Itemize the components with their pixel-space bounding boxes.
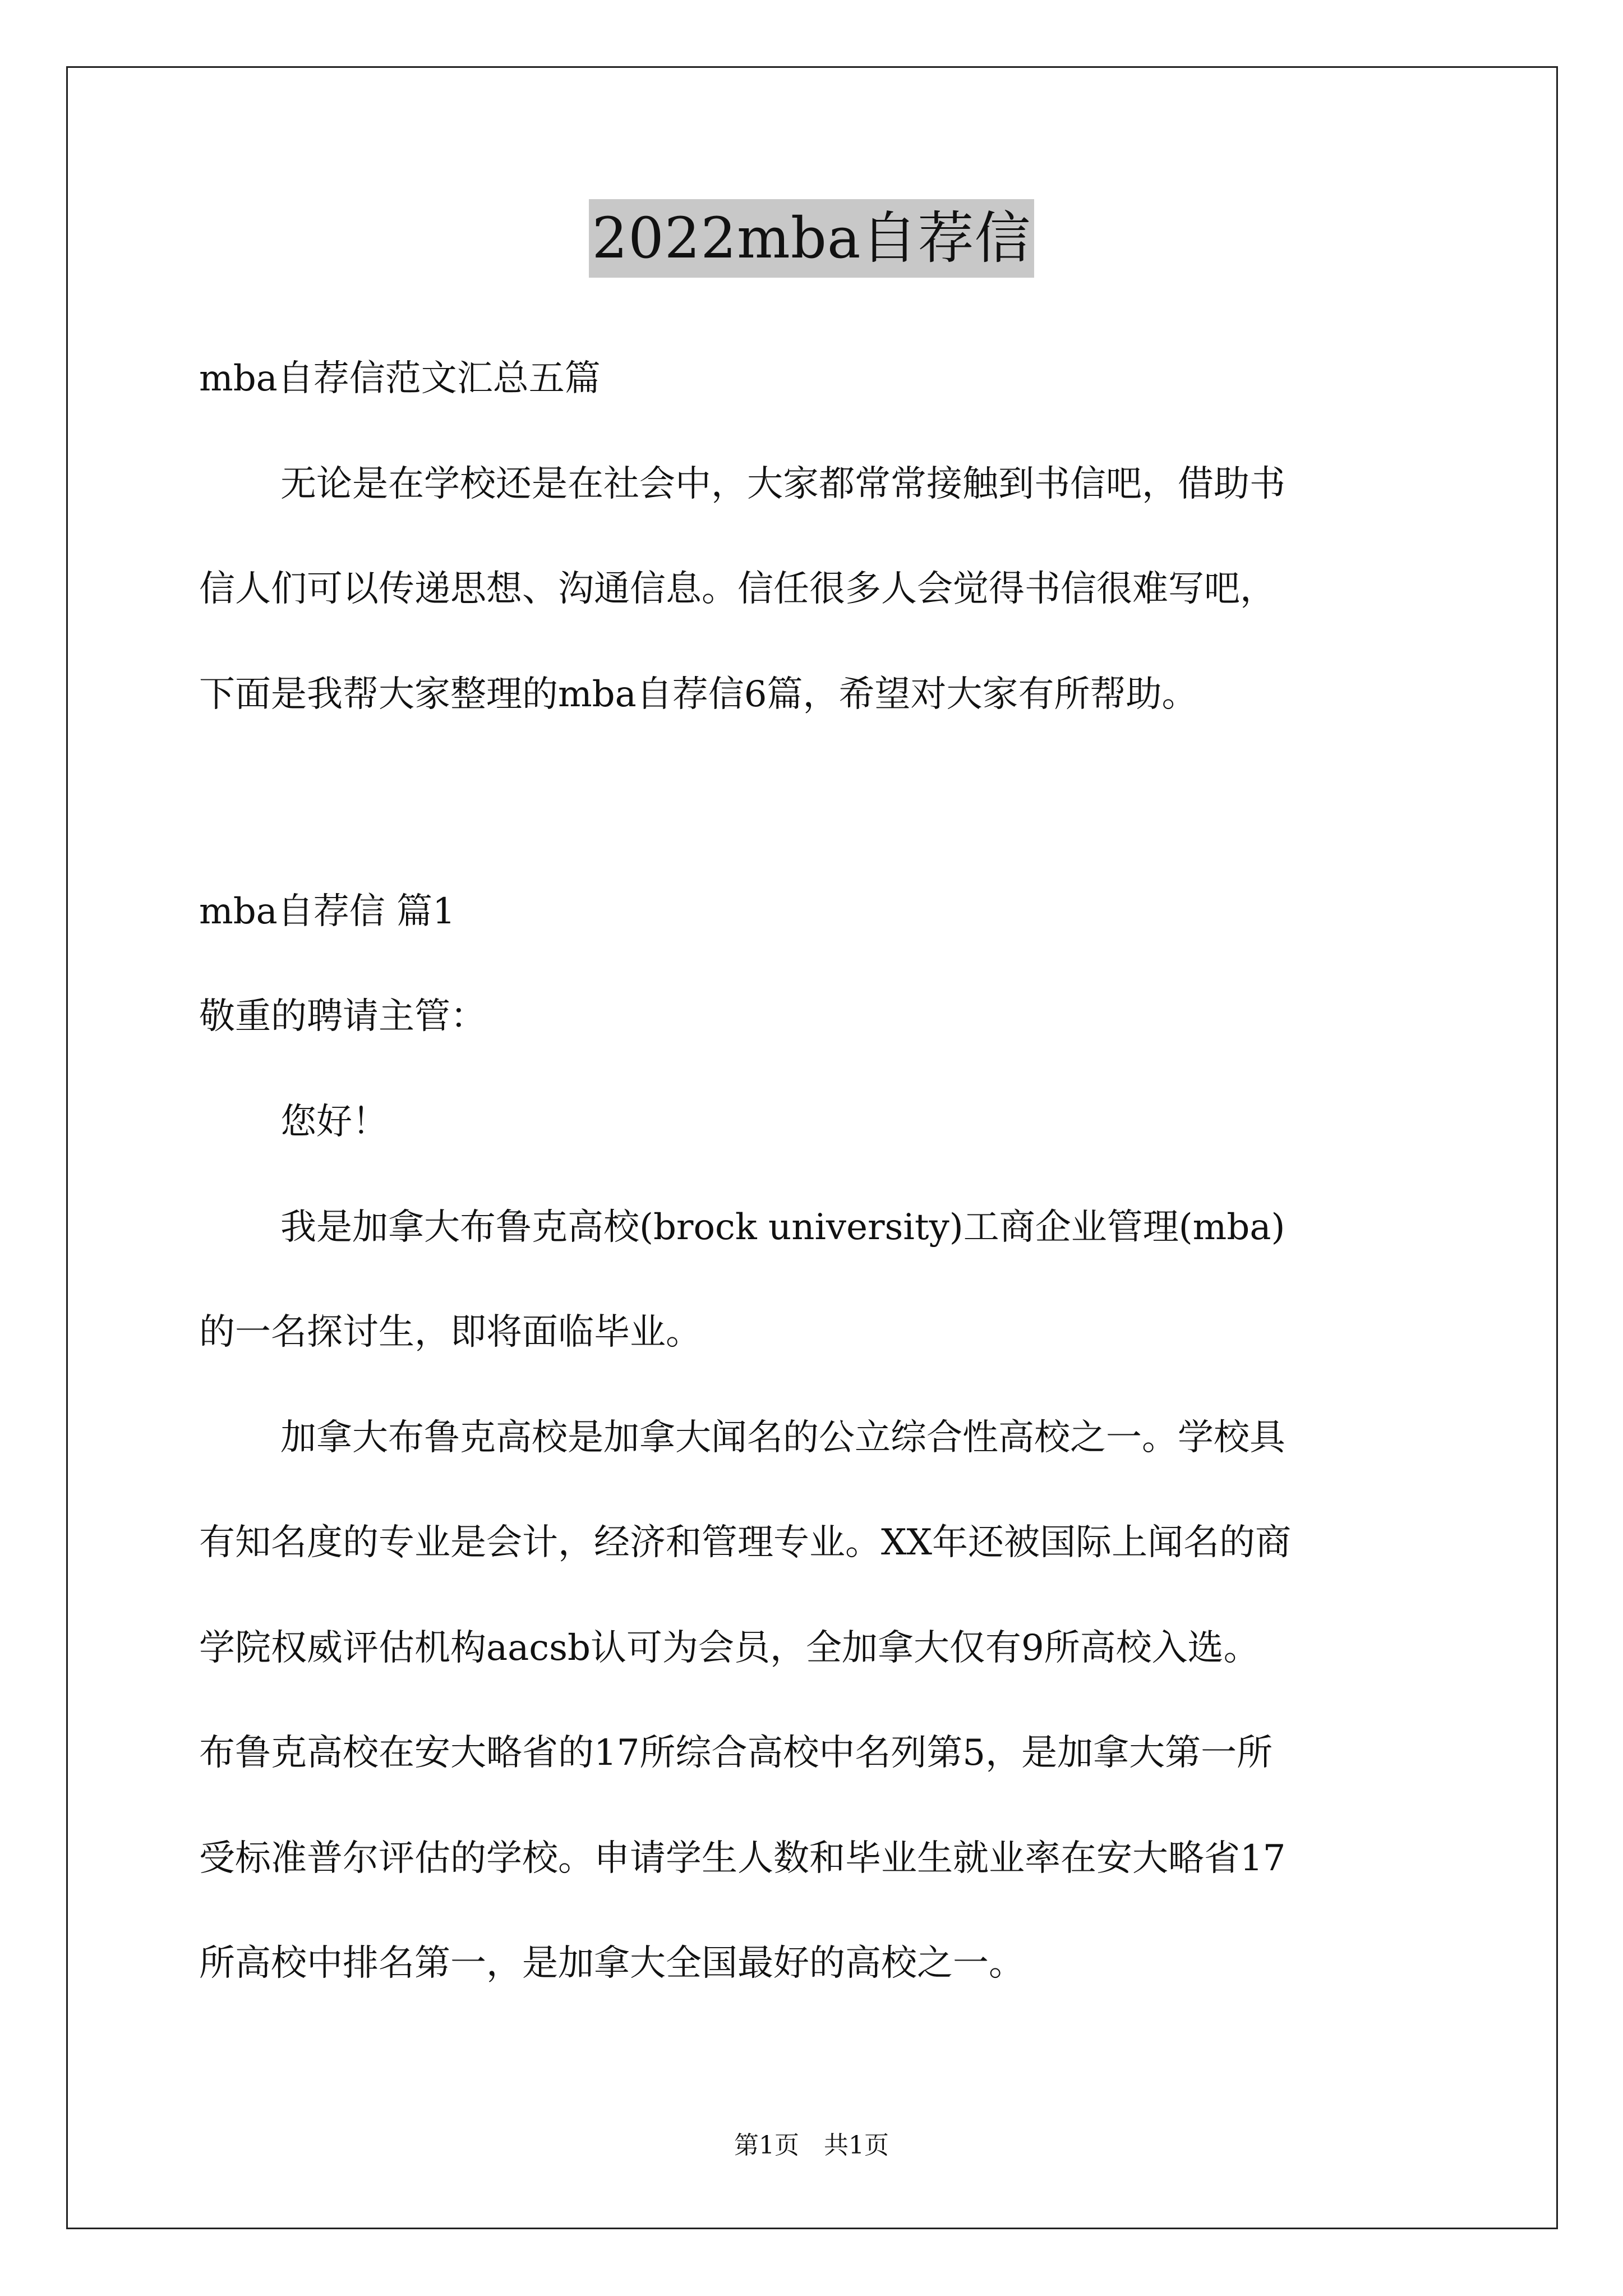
document-title: 2022mba自荐信 <box>589 199 1035 278</box>
intro-line: 信人们可以传递思想、沟通信息。信任很多人会觉得书信很难写吧， <box>199 568 1276 610</box>
paragraph-line: 我是加拿大布鲁克高校(brock university)工商企业管理(mba) <box>280 1207 1285 1248</box>
section-heading: mba自荐信 篇1 <box>199 891 455 932</box>
intro-line: 无论是在学校还是在社会中，大家都常常接触到书信吧，借助书 <box>280 463 1285 505</box>
paragraph-line: 受标准普尔评估的学校。申请学生人数和毕业生就业率在安大略省17 <box>199 1838 1286 1879</box>
intro-line: 下面是我帮大家整理的mba自荐信6篇，希望对大家有所帮助。 <box>199 674 1198 715</box>
paragraph-line: 布鲁克高校在安大略省的17所综合高校中名列第5，是加拿大第一所 <box>199 1732 1273 1774</box>
paragraph-line: 加拿大布鲁克高校是加拿大闻名的公立综合性高校之一。学校具 <box>280 1417 1285 1458</box>
paragraph-line: 有知名度的专业是会计，经济和管理专业。XX年还被国际上闻名的商 <box>199 1522 1292 1563</box>
greeting: 您好！ <box>280 1101 388 1143</box>
page-footer: 第1页 共1页 <box>734 2131 889 2160</box>
salutation: 敬重的聘请主管： <box>199 996 486 1037</box>
subtitle: mba自荐信范文汇总五篇 <box>199 358 601 399</box>
title-container <box>0 199 1623 278</box>
paragraph-line: 学院权威评估机构aacsb认可为会员，全加拿大仅有9所高校入选。 <box>199 1627 1260 1669</box>
paragraph-line: 所高校中排名第一，是加拿大全国最好的高校之一。 <box>199 1943 1025 1984</box>
paragraph-line: 的一名探讨生，即将面临毕业。 <box>199 1312 702 1353</box>
